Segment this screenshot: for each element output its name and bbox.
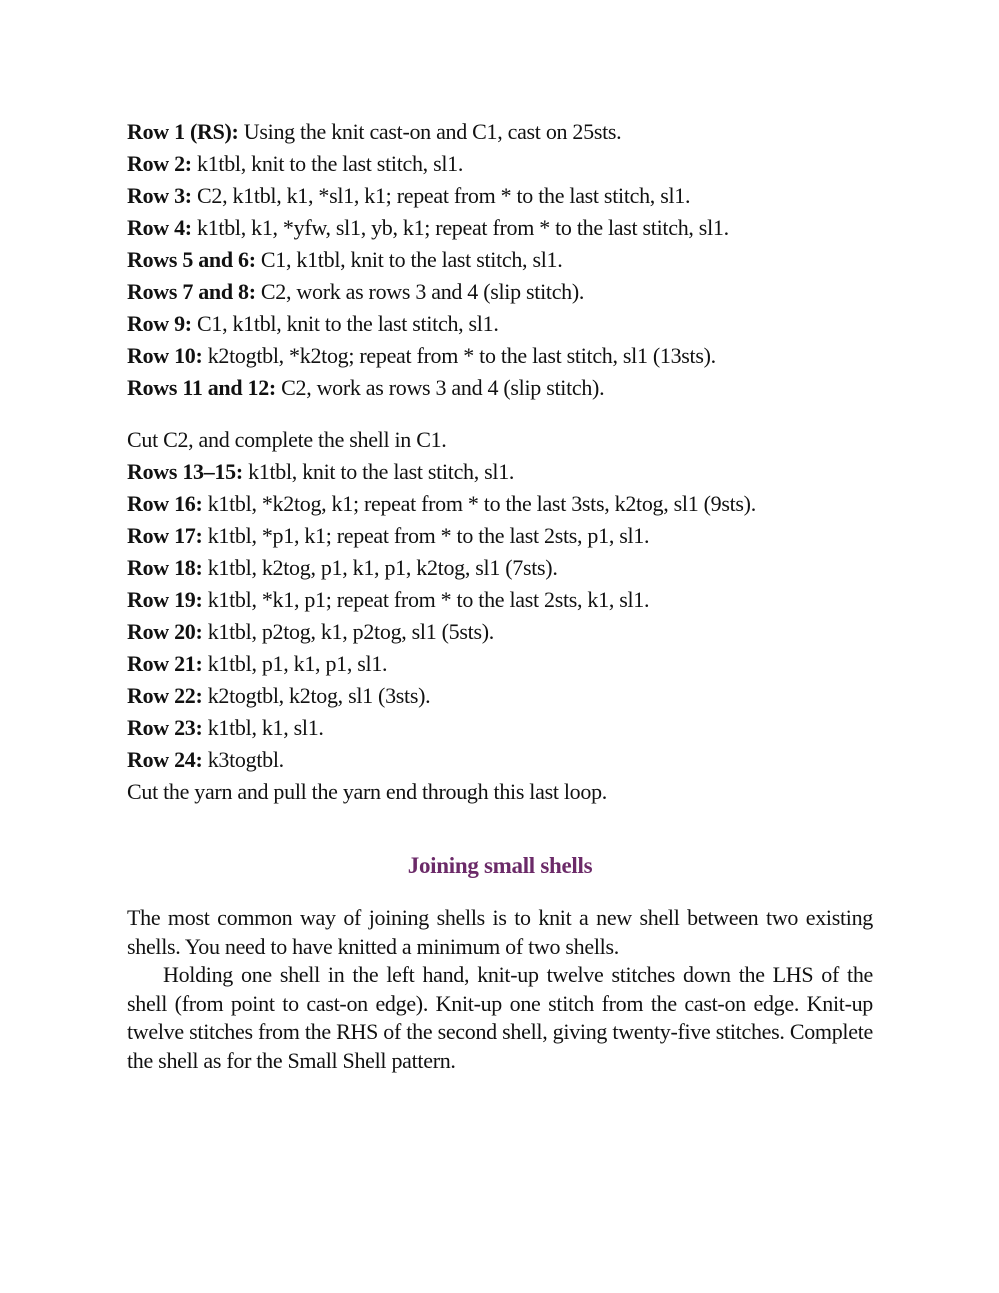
instruction-row [127, 616, 873, 648]
row-text: k1tbl, *p1, k1; repeat from * to the last 2sts, p1, sl1. [202, 523, 650, 548]
document-page [127, 116, 873, 1075]
row-label: Row 21: [127, 651, 203, 676]
row-label: Row 9: [127, 311, 192, 336]
row-label: Row 24: [127, 747, 203, 772]
row-label: Row 23: [127, 715, 203, 740]
row-label: Row 10: [127, 343, 203, 368]
row-text: k1tbl, p2tog, k1, p2tog, sl1 (5sts). [202, 619, 494, 644]
row-text: Using the knit cast-on and C1, cast on 25sts. [238, 119, 622, 144]
row-label: Row 3: [127, 183, 192, 208]
instruction-row [127, 372, 873, 404]
row-label: Row 19: [127, 587, 203, 612]
block-outro-text: Cut the yarn and pull the yarn end through this last loop. [127, 779, 607, 804]
instruction-row [127, 552, 873, 584]
instruction-row [127, 340, 873, 372]
row-text: C2, work as rows 3 and 4 (slip stitch). [255, 279, 585, 304]
instruction-row [127, 488, 873, 520]
instruction-block-1 [127, 116, 873, 404]
instruction-row [127, 520, 873, 552]
instruction-row [127, 212, 873, 244]
row-label: Rows 7 and 8: [127, 279, 256, 304]
row-label: Rows 11 and 12: [127, 375, 276, 400]
instruction-row [127, 180, 873, 212]
row-text: k1tbl, k1, *yfw, sl1, yb, k1; repeat from * to the last stitch, sl1. [191, 215, 729, 240]
body-paragraph-indented: Holding one shell in the left hand, knit-up twelve stitches down the LHS of the shell (from point to cast-on edge). Knit-up one stitch from the cast-on edge. Knit-up twelve stitches from the RHS of the second shell, giving twenty-five stitches. Complete the shell as for the Small Shell pattern. [127, 962, 873, 1073]
instruction-row [127, 116, 873, 148]
section-title: Joining small shells [407, 853, 593, 878]
row-label: Row 16: [127, 491, 203, 516]
row-text: k3togtbl. [202, 747, 284, 772]
row-text: k1tbl, *k2tog, k1; repeat from * to the last 3sts, k2tog, sl1 (9sts). [202, 491, 756, 516]
instruction-row [127, 456, 873, 488]
instruction-row [127, 148, 873, 180]
instruction-row [127, 584, 873, 616]
row-label: Rows 13–15: [127, 459, 243, 484]
instruction-row [127, 244, 873, 276]
row-text: k1tbl, knit to the last stitch, sl1. [242, 459, 515, 484]
row-text: k1tbl, k1, sl1. [202, 715, 324, 740]
row-label: Row 18: [127, 555, 203, 580]
block-intro-text: Cut C2, and complete the shell in C1. [127, 427, 447, 452]
row-text: C2, work as rows 3 and 4 (slip stitch). [275, 375, 605, 400]
row-text: k2togtbl, k2tog, sl1 (3sts). [202, 683, 431, 708]
row-label: Rows 5 and 6: [127, 247, 256, 272]
row-text: k1tbl, *k1, p1; repeat from * to the last 2sts, k1, sl1. [202, 587, 650, 612]
body-paragraph: The most common way of joining shells is to knit a new shell between two existing shells. You need to have knitted a minimum of two shells. [127, 905, 873, 959]
row-label: Row 22: [127, 683, 203, 708]
row-label: Row 2: [127, 151, 192, 176]
row-text: C1, k1tbl, knit to the last stitch, sl1. [255, 247, 563, 272]
row-text: C2, k1tbl, k1, *sl1, k1; repeat from * to the last stitch, sl1. [191, 183, 691, 208]
row-text: C1, k1tbl, knit to the last stitch, sl1. [191, 311, 499, 336]
instruction-row [127, 744, 873, 776]
instruction-row [127, 648, 873, 680]
row-label: Row 4: [127, 215, 192, 240]
row-label: Row 1 (RS): [127, 119, 239, 144]
block-spacer [127, 404, 873, 424]
instruction-row [127, 680, 873, 712]
row-label: Row 17: [127, 523, 203, 548]
instruction-row [127, 712, 873, 744]
row-text: k1tbl, knit to the last stitch, sl1. [191, 151, 464, 176]
row-text: k1tbl, p1, k1, p1, sl1. [202, 651, 388, 676]
row-text: k1tbl, k2tog, p1, k1, p1, k2tog, sl1 (7sts). [202, 555, 558, 580]
row-label: Row 20: [127, 619, 203, 644]
instruction-block-2 [127, 424, 873, 808]
instruction-row [127, 308, 873, 340]
instruction-row [127, 276, 873, 308]
row-text: k2togtbl, *k2tog; repeat from * to the last stitch, sl1 (13sts). [202, 343, 716, 368]
